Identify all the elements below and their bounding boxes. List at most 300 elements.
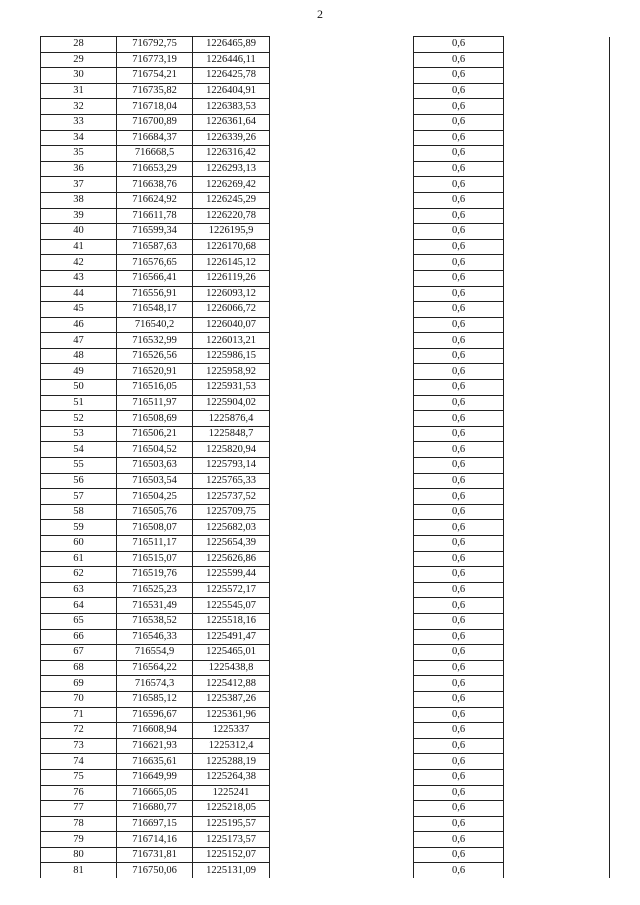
point-number-cell: 81 xyxy=(41,863,117,878)
table-row xyxy=(41,286,610,302)
table-row xyxy=(41,333,610,349)
x-coordinate-cell: 716511,97 xyxy=(117,395,193,411)
empty-cell xyxy=(504,146,610,162)
point-number-cell: 67 xyxy=(41,645,117,661)
value-cell: 0,6 xyxy=(414,130,504,146)
table-row xyxy=(41,520,610,536)
y-coordinate-cell: 1225572,17 xyxy=(193,582,270,598)
value-cell: 0,6 xyxy=(414,208,504,224)
point-number-cell: 73 xyxy=(41,738,117,754)
empty-cell xyxy=(270,130,414,146)
empty-cell xyxy=(270,239,414,255)
point-number-cell: 70 xyxy=(41,691,117,707)
y-coordinate-cell: 1225958,92 xyxy=(193,364,270,380)
x-coordinate-cell: 716665,05 xyxy=(117,785,193,801)
table-row xyxy=(41,146,610,162)
table-row xyxy=(41,489,610,505)
value-cell: 0,6 xyxy=(414,286,504,302)
value-cell: 0,6 xyxy=(414,520,504,536)
coordinates-table-body xyxy=(41,37,610,879)
y-coordinate-cell: 1225387,26 xyxy=(193,691,270,707)
empty-cell xyxy=(504,801,610,817)
x-coordinate-cell: 716546,33 xyxy=(117,629,193,645)
table-row xyxy=(41,816,610,832)
empty-cell xyxy=(270,286,414,302)
point-number-cell: 38 xyxy=(41,192,117,208)
value-cell: 0,6 xyxy=(414,473,504,489)
y-coordinate-cell: 1226465,89 xyxy=(193,37,270,53)
table-row xyxy=(41,52,610,68)
empty-cell xyxy=(270,426,414,442)
value-cell: 0,6 xyxy=(414,676,504,692)
table-row xyxy=(41,598,610,614)
value-cell: 0,6 xyxy=(414,816,504,832)
point-number-cell: 72 xyxy=(41,723,117,739)
table-row xyxy=(41,473,610,489)
y-coordinate-cell: 1226361,64 xyxy=(193,114,270,130)
x-coordinate-cell: 716611,78 xyxy=(117,208,193,224)
point-number-cell: 56 xyxy=(41,473,117,489)
point-number-cell: 71 xyxy=(41,707,117,723)
value-cell: 0,6 xyxy=(414,146,504,162)
point-number-cell: 63 xyxy=(41,582,117,598)
value-cell: 0,6 xyxy=(414,769,504,785)
value-cell: 0,6 xyxy=(414,691,504,707)
table-row xyxy=(41,380,610,396)
y-coordinate-cell: 1225765,33 xyxy=(193,473,270,489)
y-coordinate-cell: 1226339,26 xyxy=(193,130,270,146)
table-row xyxy=(41,302,610,318)
y-coordinate-cell: 1225218,05 xyxy=(193,801,270,817)
table-row xyxy=(41,239,610,255)
y-coordinate-cell: 1225820,94 xyxy=(193,442,270,458)
empty-cell xyxy=(270,754,414,770)
empty-cell xyxy=(270,37,414,53)
value-cell: 0,6 xyxy=(414,224,504,240)
value-cell: 0,6 xyxy=(414,68,504,84)
table-row xyxy=(41,691,610,707)
x-coordinate-cell: 716587,63 xyxy=(117,239,193,255)
empty-cell xyxy=(270,364,414,380)
y-coordinate-cell: 1226220,78 xyxy=(193,208,270,224)
point-number-cell: 78 xyxy=(41,816,117,832)
y-coordinate-cell: 1226170,68 xyxy=(193,239,270,255)
table-row xyxy=(41,707,610,723)
x-coordinate-cell: 716574,3 xyxy=(117,676,193,692)
coordinates-table xyxy=(40,36,610,878)
empty-cell xyxy=(504,613,610,629)
value-cell: 0,6 xyxy=(414,458,504,474)
empty-cell xyxy=(270,863,414,878)
table-row xyxy=(41,785,610,801)
y-coordinate-cell: 1225545,07 xyxy=(193,598,270,614)
empty-cell xyxy=(504,769,610,785)
point-number-cell: 49 xyxy=(41,364,117,380)
y-coordinate-cell: 1225312,4 xyxy=(193,738,270,754)
x-coordinate-cell: 716585,12 xyxy=(117,691,193,707)
empty-cell xyxy=(504,551,610,567)
value-cell: 0,6 xyxy=(414,380,504,396)
y-coordinate-cell: 1225876,4 xyxy=(193,411,270,427)
empty-cell xyxy=(270,473,414,489)
x-coordinate-cell: 716515,07 xyxy=(117,551,193,567)
x-coordinate-cell: 716714,16 xyxy=(117,832,193,848)
x-coordinate-cell: 716508,69 xyxy=(117,411,193,427)
point-number-cell: 48 xyxy=(41,348,117,364)
y-coordinate-cell: 1225793,14 xyxy=(193,458,270,474)
x-coordinate-cell: 716511,17 xyxy=(117,536,193,552)
table-row xyxy=(41,613,610,629)
empty-cell xyxy=(270,208,414,224)
point-number-cell: 64 xyxy=(41,598,117,614)
empty-cell xyxy=(270,707,414,723)
empty-cell xyxy=(504,676,610,692)
y-coordinate-cell: 1226145,12 xyxy=(193,255,270,271)
empty-cell xyxy=(504,411,610,427)
value-cell: 0,6 xyxy=(414,613,504,629)
table-row xyxy=(41,832,610,848)
y-coordinate-cell: 1225626,86 xyxy=(193,551,270,567)
empty-cell xyxy=(270,255,414,271)
x-coordinate-cell: 716649,99 xyxy=(117,769,193,785)
empty-cell xyxy=(270,520,414,536)
y-coordinate-cell: 1225986,15 xyxy=(193,348,270,364)
empty-cell xyxy=(504,161,610,177)
empty-cell xyxy=(270,738,414,754)
empty-cell xyxy=(504,114,610,130)
empty-cell xyxy=(270,551,414,567)
value-cell: 0,6 xyxy=(414,442,504,458)
table-row xyxy=(41,255,610,271)
empty-cell xyxy=(270,380,414,396)
x-coordinate-cell: 716599,34 xyxy=(117,224,193,240)
table-row xyxy=(41,738,610,754)
empty-cell xyxy=(270,302,414,318)
empty-cell xyxy=(504,426,610,442)
x-coordinate-cell: 716668,5 xyxy=(117,146,193,162)
y-coordinate-cell: 1225152,07 xyxy=(193,847,270,863)
table-row xyxy=(41,224,610,240)
value-cell: 0,6 xyxy=(414,83,504,99)
x-coordinate-cell: 716526,56 xyxy=(117,348,193,364)
table-row xyxy=(41,567,610,583)
table-row xyxy=(41,847,610,863)
empty-cell xyxy=(504,816,610,832)
y-coordinate-cell: 1225131,09 xyxy=(193,863,270,878)
table-row xyxy=(41,161,610,177)
empty-cell xyxy=(504,458,610,474)
y-coordinate-cell: 1225195,57 xyxy=(193,816,270,832)
empty-cell xyxy=(270,847,414,863)
value-cell: 0,6 xyxy=(414,489,504,505)
y-coordinate-cell: 1225737,52 xyxy=(193,489,270,505)
value-cell: 0,6 xyxy=(414,270,504,286)
value-cell: 0,6 xyxy=(414,660,504,676)
empty-cell xyxy=(504,270,610,286)
x-coordinate-cell: 716653,29 xyxy=(117,161,193,177)
x-coordinate-cell: 716621,93 xyxy=(117,738,193,754)
point-number-cell: 30 xyxy=(41,68,117,84)
table-row xyxy=(41,660,610,676)
empty-cell xyxy=(270,270,414,286)
value-cell: 0,6 xyxy=(414,364,504,380)
empty-cell xyxy=(270,769,414,785)
y-coordinate-cell: 1226066,72 xyxy=(193,302,270,318)
x-coordinate-cell: 716564,22 xyxy=(117,660,193,676)
empty-cell xyxy=(504,504,610,520)
y-coordinate-cell: 1225931,53 xyxy=(193,380,270,396)
y-coordinate-cell: 1225465,01 xyxy=(193,645,270,661)
y-coordinate-cell: 1225412,88 xyxy=(193,676,270,692)
empty-cell xyxy=(504,52,610,68)
value-cell: 0,6 xyxy=(414,99,504,115)
value-cell: 0,6 xyxy=(414,504,504,520)
value-cell: 0,6 xyxy=(414,801,504,817)
empty-cell xyxy=(504,832,610,848)
y-coordinate-cell: 1226293,13 xyxy=(193,161,270,177)
empty-cell xyxy=(270,177,414,193)
value-cell: 0,6 xyxy=(414,161,504,177)
empty-cell xyxy=(504,192,610,208)
point-number-cell: 39 xyxy=(41,208,117,224)
y-coordinate-cell: 1226446,11 xyxy=(193,52,270,68)
table-row xyxy=(41,99,610,115)
empty-cell xyxy=(270,613,414,629)
point-number-cell: 43 xyxy=(41,270,117,286)
table-row xyxy=(41,364,610,380)
point-number-cell: 36 xyxy=(41,161,117,177)
table-row xyxy=(41,411,610,427)
x-coordinate-cell: 716684,37 xyxy=(117,130,193,146)
table-row xyxy=(41,801,610,817)
point-number-cell: 55 xyxy=(41,458,117,474)
x-coordinate-cell: 716700,89 xyxy=(117,114,193,130)
empty-cell xyxy=(504,785,610,801)
point-number-cell: 34 xyxy=(41,130,117,146)
empty-cell xyxy=(504,489,610,505)
empty-cell xyxy=(504,239,610,255)
empty-cell xyxy=(504,847,610,863)
value-cell: 0,6 xyxy=(414,255,504,271)
empty-cell xyxy=(270,333,414,349)
x-coordinate-cell: 716503,63 xyxy=(117,458,193,474)
empty-cell xyxy=(270,395,414,411)
point-number-cell: 45 xyxy=(41,302,117,318)
x-coordinate-cell: 716697,15 xyxy=(117,816,193,832)
empty-cell xyxy=(270,68,414,84)
point-number-cell: 35 xyxy=(41,146,117,162)
y-coordinate-cell: 1226195,9 xyxy=(193,224,270,240)
y-coordinate-cell: 1225904,02 xyxy=(193,395,270,411)
page-number: 2 xyxy=(317,7,323,21)
y-coordinate-cell: 1226269,42 xyxy=(193,177,270,193)
empty-cell xyxy=(270,629,414,645)
empty-cell xyxy=(504,348,610,364)
table-row xyxy=(41,317,610,333)
point-number-cell: 41 xyxy=(41,239,117,255)
point-number-cell: 60 xyxy=(41,536,117,552)
value-cell: 0,6 xyxy=(414,785,504,801)
empty-cell xyxy=(504,582,610,598)
point-number-cell: 76 xyxy=(41,785,117,801)
point-number-cell: 77 xyxy=(41,801,117,817)
x-coordinate-cell: 716519,76 xyxy=(117,567,193,583)
value-cell: 0,6 xyxy=(414,645,504,661)
x-coordinate-cell: 716596,67 xyxy=(117,707,193,723)
empty-cell xyxy=(504,286,610,302)
point-number-cell: 53 xyxy=(41,426,117,442)
point-number-cell: 33 xyxy=(41,114,117,130)
table-row xyxy=(41,426,610,442)
x-coordinate-cell: 716532,99 xyxy=(117,333,193,349)
x-coordinate-cell: 716792,75 xyxy=(117,37,193,53)
x-coordinate-cell: 716520,91 xyxy=(117,364,193,380)
point-number-cell: 29 xyxy=(41,52,117,68)
empty-cell xyxy=(270,224,414,240)
empty-cell xyxy=(504,224,610,240)
empty-cell xyxy=(270,504,414,520)
empty-cell xyxy=(270,99,414,115)
point-number-cell: 61 xyxy=(41,551,117,567)
point-number-cell: 46 xyxy=(41,317,117,333)
empty-cell xyxy=(504,707,610,723)
empty-cell xyxy=(504,645,610,661)
empty-cell xyxy=(270,582,414,598)
empty-cell xyxy=(270,192,414,208)
empty-cell xyxy=(504,738,610,754)
table-row xyxy=(41,83,610,99)
x-coordinate-cell: 716525,23 xyxy=(117,582,193,598)
y-coordinate-cell: 1226040,07 xyxy=(193,317,270,333)
x-coordinate-cell: 716731,81 xyxy=(117,847,193,863)
x-coordinate-cell: 716608,94 xyxy=(117,723,193,739)
empty-cell xyxy=(504,83,610,99)
empty-cell xyxy=(504,660,610,676)
point-number-cell: 68 xyxy=(41,660,117,676)
point-number-cell: 44 xyxy=(41,286,117,302)
empty-cell xyxy=(504,364,610,380)
value-cell: 0,6 xyxy=(414,754,504,770)
empty-cell xyxy=(504,130,610,146)
point-number-cell: 28 xyxy=(41,37,117,53)
y-coordinate-cell: 1226245,29 xyxy=(193,192,270,208)
empty-cell xyxy=(270,411,414,427)
empty-cell xyxy=(270,146,414,162)
point-number-cell: 74 xyxy=(41,754,117,770)
point-number-cell: 52 xyxy=(41,411,117,427)
y-coordinate-cell: 1225848,7 xyxy=(193,426,270,442)
y-coordinate-cell: 1226093,12 xyxy=(193,286,270,302)
point-number-cell: 37 xyxy=(41,177,117,193)
empty-cell xyxy=(270,676,414,692)
x-coordinate-cell: 716531,49 xyxy=(117,598,193,614)
x-coordinate-cell: 716556,91 xyxy=(117,286,193,302)
point-number-cell: 59 xyxy=(41,520,117,536)
x-coordinate-cell: 716576,65 xyxy=(117,255,193,271)
x-coordinate-cell: 716750,06 xyxy=(117,863,193,878)
value-cell: 0,6 xyxy=(414,629,504,645)
x-coordinate-cell: 716516,05 xyxy=(117,380,193,396)
empty-cell xyxy=(270,832,414,848)
empty-cell xyxy=(270,317,414,333)
table-row xyxy=(41,551,610,567)
value-cell: 0,6 xyxy=(414,598,504,614)
empty-cell xyxy=(504,333,610,349)
table-row xyxy=(41,676,610,692)
point-number-cell: 57 xyxy=(41,489,117,505)
y-coordinate-cell: 1225438,8 xyxy=(193,660,270,676)
y-coordinate-cell: 1225518,16 xyxy=(193,613,270,629)
y-coordinate-cell: 1226404,91 xyxy=(193,83,270,99)
point-number-cell: 69 xyxy=(41,676,117,692)
table-row xyxy=(41,536,610,552)
empty-cell xyxy=(270,785,414,801)
empty-cell xyxy=(504,380,610,396)
table-row xyxy=(41,130,610,146)
value-cell: 0,6 xyxy=(414,239,504,255)
empty-cell xyxy=(504,68,610,84)
y-coordinate-cell: 1226119,26 xyxy=(193,270,270,286)
empty-cell xyxy=(270,83,414,99)
value-cell: 0,6 xyxy=(414,863,504,878)
x-coordinate-cell: 716635,61 xyxy=(117,754,193,770)
empty-cell xyxy=(270,645,414,661)
table-row xyxy=(41,208,610,224)
empty-cell xyxy=(270,691,414,707)
table-row xyxy=(41,192,610,208)
table-row xyxy=(41,754,610,770)
point-number-cell: 65 xyxy=(41,613,117,629)
value-cell: 0,6 xyxy=(414,114,504,130)
empty-cell xyxy=(504,177,610,193)
y-coordinate-cell: 1225491,47 xyxy=(193,629,270,645)
y-coordinate-cell: 1226316,42 xyxy=(193,146,270,162)
value-cell: 0,6 xyxy=(414,395,504,411)
point-number-cell: 32 xyxy=(41,99,117,115)
value-cell: 0,6 xyxy=(414,317,504,333)
point-number-cell: 51 xyxy=(41,395,117,411)
table-row xyxy=(41,863,610,878)
x-coordinate-cell: 716624,92 xyxy=(117,192,193,208)
empty-cell xyxy=(504,442,610,458)
empty-cell xyxy=(270,161,414,177)
empty-cell xyxy=(504,37,610,53)
value-cell: 0,6 xyxy=(414,52,504,68)
x-coordinate-cell: 716548,17 xyxy=(117,302,193,318)
empty-cell xyxy=(504,754,610,770)
empty-cell xyxy=(504,691,610,707)
x-coordinate-cell: 716538,52 xyxy=(117,613,193,629)
x-coordinate-cell: 716638,76 xyxy=(117,177,193,193)
y-coordinate-cell: 1225361,96 xyxy=(193,707,270,723)
table-row xyxy=(41,723,610,739)
empty-cell xyxy=(504,302,610,318)
empty-cell xyxy=(504,99,610,115)
x-coordinate-cell: 716773,19 xyxy=(117,52,193,68)
value-cell: 0,6 xyxy=(414,302,504,318)
empty-cell xyxy=(504,317,610,333)
value-cell: 0,6 xyxy=(414,177,504,193)
value-cell: 0,6 xyxy=(414,348,504,364)
table-row xyxy=(41,395,610,411)
table-row xyxy=(41,114,610,130)
y-coordinate-cell: 1225654,39 xyxy=(193,536,270,552)
y-coordinate-cell: 1225264,38 xyxy=(193,769,270,785)
table-row xyxy=(41,504,610,520)
y-coordinate-cell: 1225709,75 xyxy=(193,504,270,520)
value-cell: 0,6 xyxy=(414,411,504,427)
y-coordinate-cell: 1226383,53 xyxy=(193,99,270,115)
